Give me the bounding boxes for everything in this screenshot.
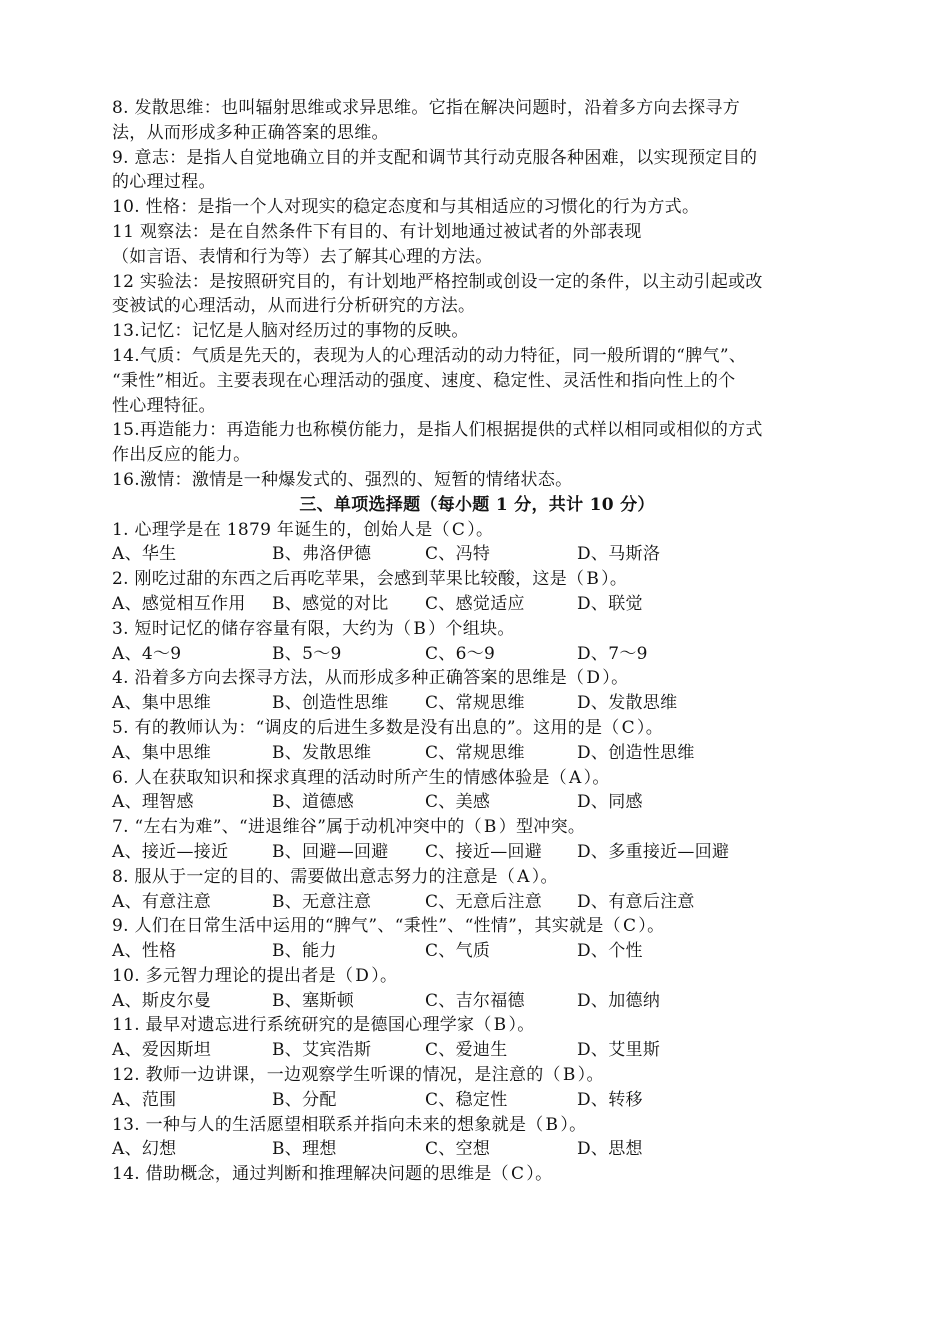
question-text-end: ）个组块。 [428,618,515,639]
option-a: A、集中思维 [112,742,212,763]
option-a: A、华生 [112,544,177,565]
option-d: D、个性 [577,941,643,962]
question-list [112,518,842,1188]
question-text: 14. 借助概念，通过判断和推理解决问题的思维是（ [112,1164,509,1185]
definition-line: 10. 性格：是指一个人对现实的稳定态度和与其相适应的习惯化的行为方式。 [112,197,700,218]
option-d: D、发散思维 [577,693,678,714]
answer-letter: C [622,916,637,937]
option-c: C、冯特 [425,544,491,565]
option-b: B、道德感 [272,792,354,813]
option-d: D、同感 [577,792,643,813]
question-item [112,716,842,766]
question-text-end: ）。 [508,1015,535,1036]
option-b: B、塞斯顿 [272,990,354,1011]
option-d: D、创造性思维 [577,742,695,763]
option-a: A、4～9 [112,643,182,664]
question-stem [112,1113,842,1138]
option-row [112,989,842,1014]
definition-line: 法，从而形成多种正确答案的思维。 [112,122,389,143]
definition-line: （如言语、表情和行为等）去了解其心理的方法。 [112,246,493,267]
question-item [112,617,842,667]
question-text-end: ）。 [560,1114,587,1135]
option-c: C、爱迪生 [425,1040,508,1061]
definition-item [112,344,842,418]
option-c: C、常规思维 [425,742,525,763]
option-c: C、常规思维 [425,693,525,714]
option-c: C、稳定性 [425,1089,508,1110]
question-stem [112,666,842,691]
option-b: B、发散思维 [272,742,372,763]
option-b: B、能力 [272,941,337,962]
option-b: B、艾宾浩斯 [272,1040,372,1061]
option-a: A、有意注意 [112,891,212,912]
question-item [112,518,842,568]
definition-item [112,468,842,493]
question-text: 5. 有的教师认为：“调皮的后进生多数是没有出息的”。这用的是（ [112,717,620,738]
option-row [112,741,842,766]
definition-line: 的心理过程。 [112,172,216,193]
option-a: A、幻想 [112,1139,177,1160]
question-text: 7. “左右为难”、“进退维谷”属于动机冲突中的（ [112,817,482,838]
question-text-end: ）。 [371,965,398,986]
option-c: C、6～9 [425,643,496,664]
answer-letter: D [355,965,370,986]
question-stem [112,1013,842,1038]
option-d: D、联觉 [577,593,643,614]
question-stem [112,766,842,791]
question-text: 13. 一种与人的生活愿望相联系并指向未来的想象就是（ [112,1114,544,1135]
definition-line: 14.气质：气质是先天的，表现为人的心理活动的动力特征，同一般所谓的“脾气”、 [112,345,747,366]
answer-letter: B [483,817,497,838]
question-text-end: ）。 [602,668,629,689]
option-c: C、吉尔福德 [425,990,525,1011]
option-row [112,840,842,865]
definition-item [112,220,842,270]
option-a: A、接近—接近 [112,841,229,862]
question-stem [112,865,842,890]
question-text: 10. 多元智力理论的提出者是（ [112,965,354,986]
option-row [112,1137,842,1162]
answer-letter: A [569,767,582,788]
question-stem [112,815,842,840]
definition-line: 作出反应的能力。 [112,445,251,466]
definition-line: 8. 发散思维：也叫辐射思维或求异思维。它指在解决问题时，沿着多方向去探寻方 [112,98,741,118]
option-c: C、感觉适应 [425,593,525,614]
option-d: D、艾里斯 [577,1040,661,1061]
definition-line: “秉性”相近。主要表现在心理活动的强度、速度、稳定性、灵活性和指向性上的个 [112,370,736,391]
question-text-end: ）型冲突。 [498,817,586,838]
option-d: D、加德纳 [577,990,661,1011]
question-item [112,815,842,865]
question-text-end: ）。 [467,519,494,540]
question-stem [112,716,842,741]
option-row [112,790,842,815]
definition-line: 11 观察法：是在自然条件下有目的、有计划地通过被试者的外部表现 [112,221,642,242]
option-d: D、思想 [577,1139,643,1160]
question-stem [112,518,842,543]
answer-letter: A [517,866,530,887]
question-text: 8. 服从于一定的目的、需要做出意志努力的注意是（ [112,866,516,887]
question-item [112,1063,842,1113]
question-text: 4. 沿着多方向去探寻方法，从而形成多种正确答案的思维是（ [112,668,585,689]
definition-item [112,146,842,196]
question-item [112,914,842,964]
option-a: A、性格 [112,941,177,962]
question-text-end: ）。 [636,717,664,738]
option-a: A、感觉相互作用 [112,593,246,614]
question-text: 3. 短时记忆的储存容量有限，大约为（ [112,618,412,639]
document-content [112,96,842,1187]
answer-letter: B [545,1114,559,1135]
question-text: 1. 心理学是在 1879 年诞生的，创始人是（ [112,519,450,540]
option-d: D、马斯洛 [577,544,661,565]
option-b: B、弗洛伊德 [272,544,372,565]
option-c: C、气质 [425,941,491,962]
answer-letter: C [621,717,635,738]
option-b: B、分配 [272,1089,337,1110]
question-item [112,567,842,617]
definition-line: 变被试的心理活动，从而进行分析研究的方法。 [112,296,476,317]
definition-item [112,418,842,468]
definition-item [112,270,842,320]
definition-item [112,195,842,220]
question-stem [112,567,842,592]
question-text: 12. 教师一边讲课，一边观察学生听课的情况，是注意的（ [112,1065,561,1086]
option-b: B、感觉的对比 [272,593,389,614]
question-text-end: ）。 [583,767,610,788]
question-text-end: ）。 [526,1164,553,1185]
definition-line: 13.记忆：记忆是人脑对经历过的事物的反映。 [112,321,469,342]
option-a: A、集中思维 [112,693,212,714]
option-a: A、范围 [112,1089,177,1110]
question-text-end: ）。 [531,866,558,887]
section-heading: 三、单项选择题（每小题 1 分，共计 10 分） [299,494,655,515]
option-row [112,939,842,964]
option-a: A、斯皮尔曼 [112,990,212,1011]
question-item [112,1013,842,1063]
option-b: B、理想 [272,1139,337,1160]
option-a: A、理智感 [112,792,194,813]
definition-line: 性心理特征。 [112,395,216,416]
answer-letter: B [586,569,600,590]
option-row [112,542,842,567]
option-c: C、无意后注意 [425,891,543,912]
option-d: D、转移 [577,1089,643,1110]
question-item [112,1113,842,1163]
question-text: 2. 刚吃过甜的东西之后再吃苹果，会感到苹果比较酸，这是（ [112,569,585,590]
option-row [112,691,842,716]
answer-letter: D [586,668,601,689]
question-text: 9. 人们在日常生活中运用的“脾气”、“秉性”、“性情”，其实就是（ [112,916,621,937]
option-row [112,642,842,667]
question-text: 11. 最早对遗忘进行系统研究的是德国心理学家（ [112,1015,492,1036]
question-stem [112,1162,842,1187]
option-d: D、有意后注意 [577,891,695,912]
option-row [112,1088,842,1113]
option-c: C、美感 [425,792,491,813]
option-b: B、5～9 [272,643,342,664]
option-a: A、爱因斯坦 [112,1040,212,1061]
answer-letter: B [413,618,427,639]
question-stem [112,964,842,989]
answer-letter: C [510,1164,525,1185]
question-text: 6. 人在获取知识和探求真理的活动时所产生的情感体验是（ [112,767,568,788]
answer-letter: B [493,1015,507,1036]
option-b: B、无意注意 [272,891,372,912]
question-item [112,1162,842,1187]
question-stem [112,617,842,642]
definition-line: 15.再造能力：再造能力也称模仿能力，是指人们根据提供的式样以相同或相似的方式 [112,420,763,441]
option-b: B、创造性思维 [272,693,389,714]
option-b: B、回避—回避 [272,841,389,862]
question-stem [112,1063,842,1088]
question-item [112,865,842,915]
definition-item [112,96,842,146]
question-item [112,666,842,716]
option-d: D、多重接近—回避 [577,841,730,862]
question-item [112,766,842,816]
question-stem [112,914,842,939]
definition-list [112,96,842,493]
answer-letter: C [451,519,466,540]
definition-line: 12 实验法：是按照研究目的，有计划地严格控制或创设一定的条件，以主动引起或改 [112,271,763,292]
question-text-end: ）。 [638,916,665,937]
answer-letter: B [562,1065,576,1086]
question-text-end: ）。 [601,569,628,590]
option-c: C、接近—回避 [425,841,543,862]
option-row [112,890,842,915]
option-row [112,1038,842,1063]
question-item [112,964,842,1014]
option-row [112,592,842,617]
definition-line: 9. 意志：是指人自觉地确立目的并支配和调节其行动克服各种困难，以实现预定目的 [112,147,758,168]
question-text-end: ）。 [577,1065,604,1086]
definition-item [112,319,842,344]
definition-line: 16.激情：激情是一种爆发式的、强烈的、短暂的情绪状态。 [112,469,573,490]
option-d: D、7～9 [577,643,648,664]
option-c: C、空想 [425,1139,491,1160]
